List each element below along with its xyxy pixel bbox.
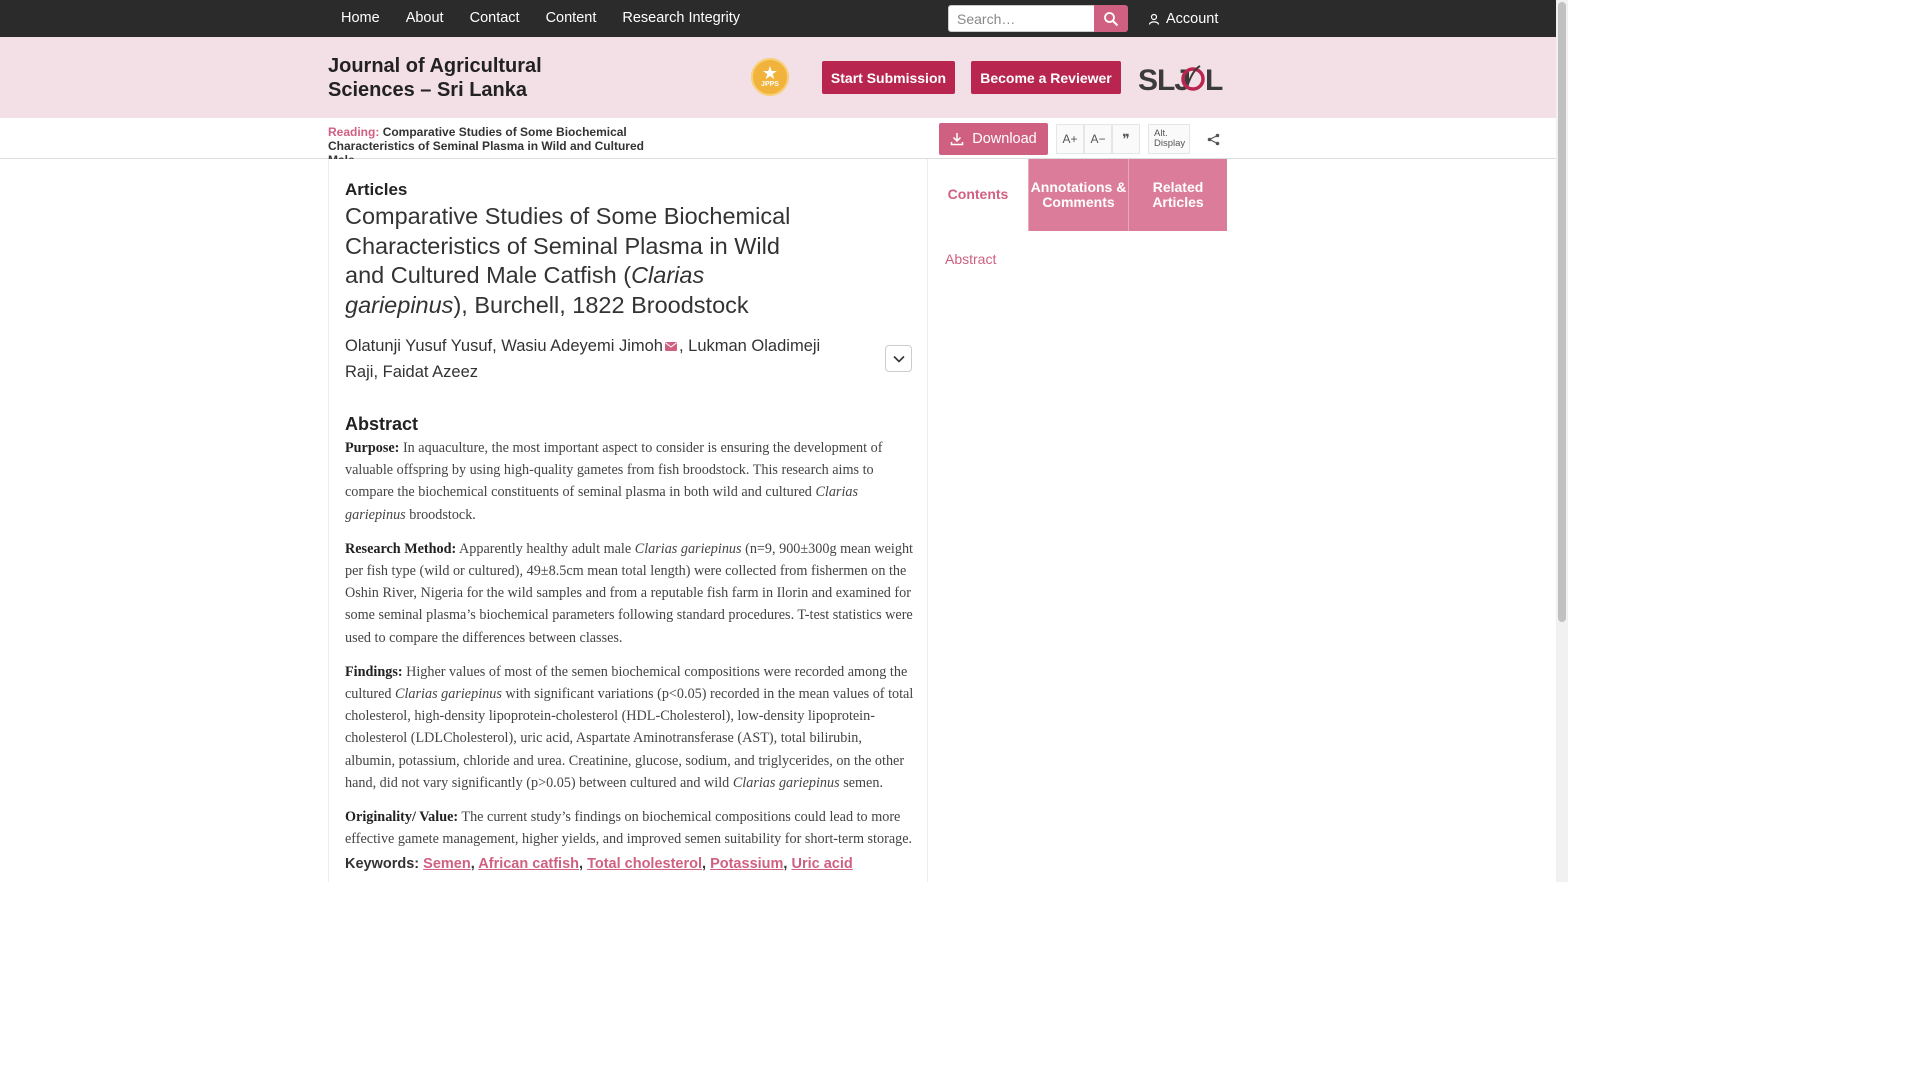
nav-link-content[interactable]: Content <box>545 10 597 26</box>
nav-link-contact[interactable]: Contact <box>469 10 520 26</box>
jpps-badge-icon[interactable] <box>751 58 789 96</box>
top-navigation-bar <box>0 0 1556 37</box>
scrollbar-thumb[interactable] <box>1558 2 1566 622</box>
sljol-logo-icon <box>1138 60 1226 96</box>
purpose-text-end: broodstock. <box>405 506 476 523</box>
keywords-label: Keywords: <box>345 856 420 872</box>
keyword-link[interactable]: Semen <box>423 856 471 872</box>
download-label: Download <box>972 131 1037 147</box>
account-label: Account <box>1166 10 1219 27</box>
nav-link-research-integrity[interactable]: Research Integrity <box>622 10 741 26</box>
cite-quote-icon[interactable]: ❞ <box>1112 124 1140 154</box>
reading-title: Comparative Studies of Some Biochemical Characteristics of Seminal Plasma in Wild and Cultured <box>328 125 644 153</box>
article-panel <box>328 159 928 882</box>
species-name: Clarias gariepinus <box>345 484 859 523</box>
keyword-link[interactable]: Total cholesterol <box>587 856 703 872</box>
alt-display-label-1: Alt. <box>1154 128 1168 139</box>
purpose-label: Purpose: <box>345 440 400 456</box>
svg-text:L: L <box>1205 64 1223 96</box>
author-link[interactable]: Lukman Oladimeji Raji <box>345 337 821 381</box>
mail-icon[interactable] <box>665 342 677 351</box>
reading-label: Reading: <box>328 125 380 139</box>
reading-toolbar <box>0 118 1556 159</box>
expand-authors-button[interactable] <box>885 345 912 372</box>
journal-title[interactable]: Journal of Agricultural Sciences – Sri Lanka <box>328 55 542 101</box>
chevron-down-icon <box>893 355 905 363</box>
journal-header <box>0 37 1556 118</box>
article-title <box>345 202 815 320</box>
findings-text-end: semen. <box>839 774 883 791</box>
become-reviewer-button[interactable]: Become a Reviewer <box>971 61 1121 94</box>
species-name: Clarias gariepinus <box>732 774 840 791</box>
side-panel <box>928 159 1227 882</box>
tab-contents[interactable]: Contents <box>928 159 1028 231</box>
share-button[interactable] <box>1199 124 1227 154</box>
svg-text:SLJ: SLJ <box>1138 64 1191 96</box>
search-icon <box>1103 11 1119 27</box>
author-link[interactable]: Olatunji Yusuf Yusuf <box>345 337 493 355</box>
species-name: Clarias gariepinus <box>634 540 742 557</box>
purpose-text: In aquaculture, the most important aspect to consider is ensuring the development of valuable offspring by using high-quality gametes from fish broodstock. This research aims to compare the biochemical constituents of seminal plasma in both wild and cultured <box>345 440 883 501</box>
originality-label: Originality/ Value: <box>345 809 459 826</box>
nav-link-about[interactable]: About <box>405 10 444 26</box>
nav-links <box>328 0 753 37</box>
author-link[interactable]: Wasiu Adeyemi Jimoh <box>501 337 663 355</box>
keyword-link[interactable]: Uric acid <box>791 856 853 872</box>
title-italic-species: Clarias gariepinus <box>345 262 705 318</box>
title-text-1: Comparative Studies of Some Biochemical Characteristics of Seminal Plasma in Wild and Cultured Male Catfish ( <box>345 203 791 289</box>
title-text-2: ), Burchell, 1822 Broodstock <box>453 291 749 318</box>
author-link[interactable]: Faidat Azeez <box>382 363 478 381</box>
font-increase-button[interactable]: A+ <box>1056 124 1084 154</box>
abstract-method <box>345 538 915 649</box>
toc-item-abstract[interactable]: Abstract <box>945 251 997 267</box>
nav-link-home[interactable]: Home <box>341 10 380 26</box>
method-text-end: (n=9, 900±300g mean weight per fish type (wild or cultured), 49±8.5cm mean total length) were collected from fishermen on the Oshin River, Nigeria for the wild samples and from a reputable fish farm in Ilorin and examined for some seminal plasma’s biochemical parameters following standard procedures. T-test statistics were used to compare the differences between classes. <box>345 540 913 646</box>
download-button[interactable] <box>939 123 1048 155</box>
keyword-link[interactable]: Potassium <box>710 856 784 872</box>
species-name: Clarias gariepinus <box>395 686 502 703</box>
section-label: Articles <box>345 180 408 199</box>
method-label: Research Method: <box>345 540 457 557</box>
account-menu[interactable] <box>1148 0 1218 37</box>
font-decrease-button[interactable]: A− <box>1084 124 1112 154</box>
share-icon <box>1207 133 1220 146</box>
search-button[interactable] <box>1094 5 1128 32</box>
findings-label: Findings: <box>345 663 403 680</box>
download-icon <box>950 132 964 146</box>
badge-label: JPPS <box>761 81 779 88</box>
keywords-row: Keywords: Semen, African catfish, Total cholesterol, Potassium, Uric acid <box>345 856 853 872</box>
star-icon: ★ <box>761 63 779 83</box>
abstract-body <box>345 437 915 862</box>
search-input[interactable] <box>948 5 1096 32</box>
alt-display-button[interactable] <box>1148 124 1190 154</box>
method-text: Apparently healthy adult male <box>456 540 635 557</box>
findings-text: Higher values of most of the semen biochemical compositions were recorded among the cultured <box>345 663 908 703</box>
abstract-purpose <box>345 437 915 526</box>
findings-text-mid: with significant variations (p<0.05) recorded in the mean values of total cholesterol, high-density lipoprotein-cholesterol (HDL-Cholesterol), low-density lipoprotein-cholesterol (LDLCholesterol), uric acid, Aspartate Aminotransferase (AST), total bilirubin, albumin, potassium, chloride and urea. Creatinine, glucose, sodium, and triglycerides, on the other hand, did not vary significantly (p>0.05) between cultured and wild <box>345 686 914 791</box>
author-list: Olatunji Yusuf Yusuf, Wasiu Adeyemi Jimoh , Lukman Oladimeji Raji, Faidat Azeez <box>345 337 821 381</box>
start-submission-button[interactable]: Start Submission <box>822 61 955 94</box>
sljol-logo[interactable] <box>1138 60 1226 96</box>
originality-text: The current study’s findings on biochemical compositions could lead to more effective gamete management, higher yields, and improved semen suitability for short-term storage. <box>345 809 913 848</box>
tab-annotations-comments[interactable]: Annotations & Comments <box>1028 159 1128 231</box>
tab-related-articles[interactable]: Related Articles <box>1128 159 1227 231</box>
user-icon <box>1148 13 1160 25</box>
abstract-originality <box>345 806 915 850</box>
keyword-link[interactable]: African catfish <box>478 856 579 872</box>
abstract-heading: Abstract <box>345 414 419 434</box>
abstract-findings <box>345 661 915 794</box>
alt-display-label-2: Display <box>1154 138 1186 149</box>
page-scrollbar[interactable] <box>1556 0 1568 882</box>
